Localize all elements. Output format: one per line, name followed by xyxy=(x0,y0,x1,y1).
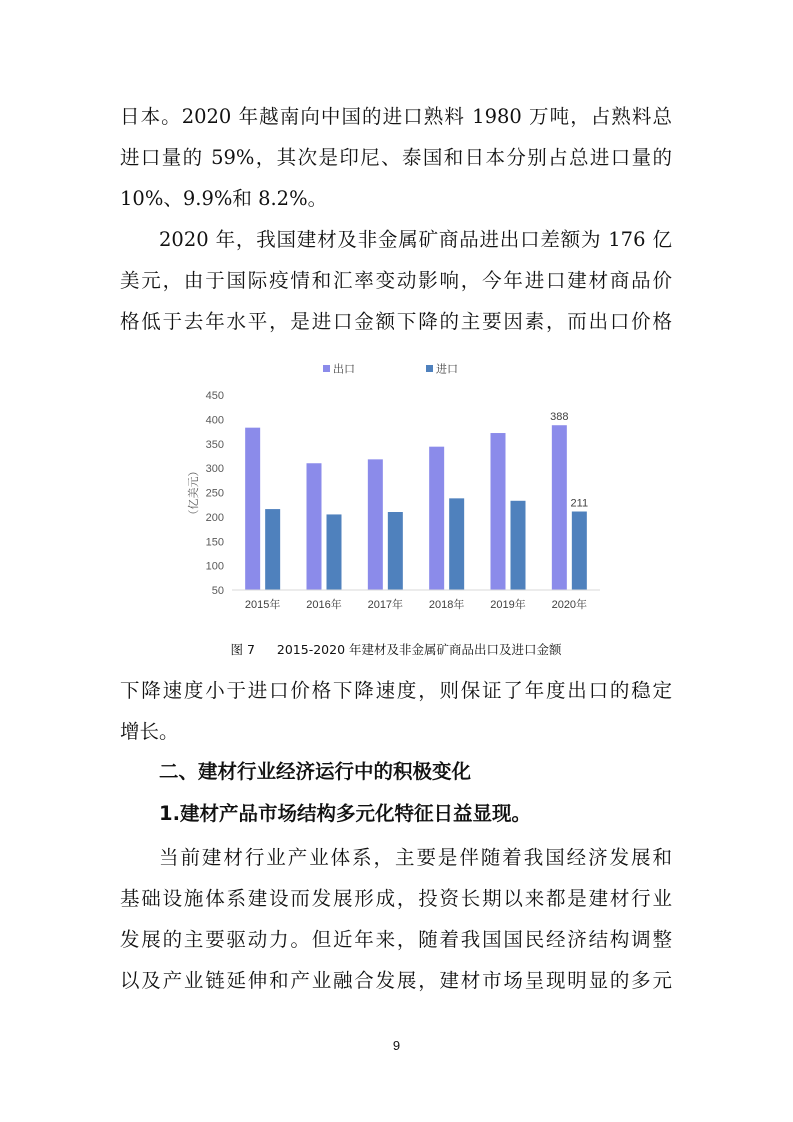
bar-export xyxy=(245,428,260,590)
paragraph-industry-system xyxy=(120,837,672,1001)
bar-export xyxy=(368,459,383,590)
section-heading: 二、建材行业经济运行中的积极变化 xyxy=(159,760,472,783)
paragraph-export-growth xyxy=(120,670,672,752)
y-tick-label: 150 xyxy=(205,536,224,549)
y-tick-label: 250 xyxy=(205,487,224,500)
text-line: 日本。2020 年越南向中国的进口熟料 1980 万吨，占熟料总 xyxy=(120,105,672,128)
chart-legend xyxy=(323,362,458,376)
figure-title: 2015-2020 年建材及非金属矿商品出口及进口金额 xyxy=(276,642,562,657)
text-line: 基础设施体系建设而发展形成，投资长期以来都是建材行业 xyxy=(120,887,672,910)
text-line: 进口量的 59%，其次是印尼、泰国和日本分别占总进口量的 xyxy=(120,146,672,169)
paragraph-clinker-import xyxy=(120,96,672,219)
y-axis-ticks xyxy=(206,390,224,597)
x-tick-label: 2019年 xyxy=(490,599,526,611)
text-line: 格低于去年水平，是进口金额下降的主要因素，而出口价格 xyxy=(120,310,672,333)
subsection-heading: 1.建材产品市场结构多元化特征日益显现。 xyxy=(159,802,531,825)
y-axis-label: （亿美元） xyxy=(188,465,200,521)
text-line: 下降速度小于进口价格下降速度，则保证了年度出口的稳定 xyxy=(120,679,672,702)
bar-import xyxy=(572,512,587,590)
text-line: 增长。 xyxy=(120,720,179,743)
bar-export xyxy=(491,433,506,590)
text-line: 发展的主要驱动力。但近年来，随着我国国民经济结构调整 xyxy=(120,928,672,951)
import-export-bar-chart xyxy=(190,355,610,625)
bar-import xyxy=(449,498,464,590)
x-tick-label: 2017年 xyxy=(367,599,404,611)
bar-import xyxy=(388,512,403,590)
text-line: 美元，由于国际疫情和汇率变动影响，今年进口建材商品价 xyxy=(120,269,672,292)
x-axis-ticks xyxy=(245,597,587,611)
text-line: 10%、9.9%和 8.2%。 xyxy=(120,187,328,210)
y-tick-label: 300 xyxy=(205,463,224,476)
figure-number: 图 7 xyxy=(230,642,255,657)
legend-swatch xyxy=(426,365,433,372)
legend-swatch xyxy=(323,365,330,372)
bar-import xyxy=(265,509,280,590)
y-tick-label: 350 xyxy=(205,438,224,451)
paragraph-trade-balance xyxy=(120,219,672,342)
data-label: 388 xyxy=(550,411,569,424)
data-label: 211 xyxy=(570,497,589,510)
bar-export xyxy=(429,447,444,590)
text-line: 2020 年，我国建材及非金属矿商品进出口差额为 176 亿 xyxy=(159,228,672,251)
x-tick-label: 2018年 xyxy=(428,599,465,611)
y-tick-label: 100 xyxy=(205,560,224,573)
legend-label: 出口 xyxy=(333,363,355,376)
y-tick-label: 400 xyxy=(205,414,224,427)
legend-label: 进口 xyxy=(436,363,458,376)
bars xyxy=(245,425,587,590)
y-tick-label: 50 xyxy=(211,585,224,597)
x-tick-label: 2016年 xyxy=(306,599,342,611)
page-number: 9 xyxy=(392,1038,401,1053)
bar-import xyxy=(327,514,342,590)
bar-import xyxy=(511,501,526,590)
text-line: 当前建材行业产业体系，主要是伴随着我国经济发展和 xyxy=(159,846,672,869)
figure-caption xyxy=(120,640,672,658)
text-line: 以及产业链延伸和产业融合发展，建材市场呈现明显的多元 xyxy=(120,969,672,992)
y-tick-label: 200 xyxy=(205,511,224,524)
x-tick-label: 2020年 xyxy=(551,599,588,611)
bar-export xyxy=(552,425,567,590)
y-tick-label: 450 xyxy=(205,390,224,402)
x-tick-label: 2015年 xyxy=(244,599,281,611)
bar-export xyxy=(307,463,322,590)
